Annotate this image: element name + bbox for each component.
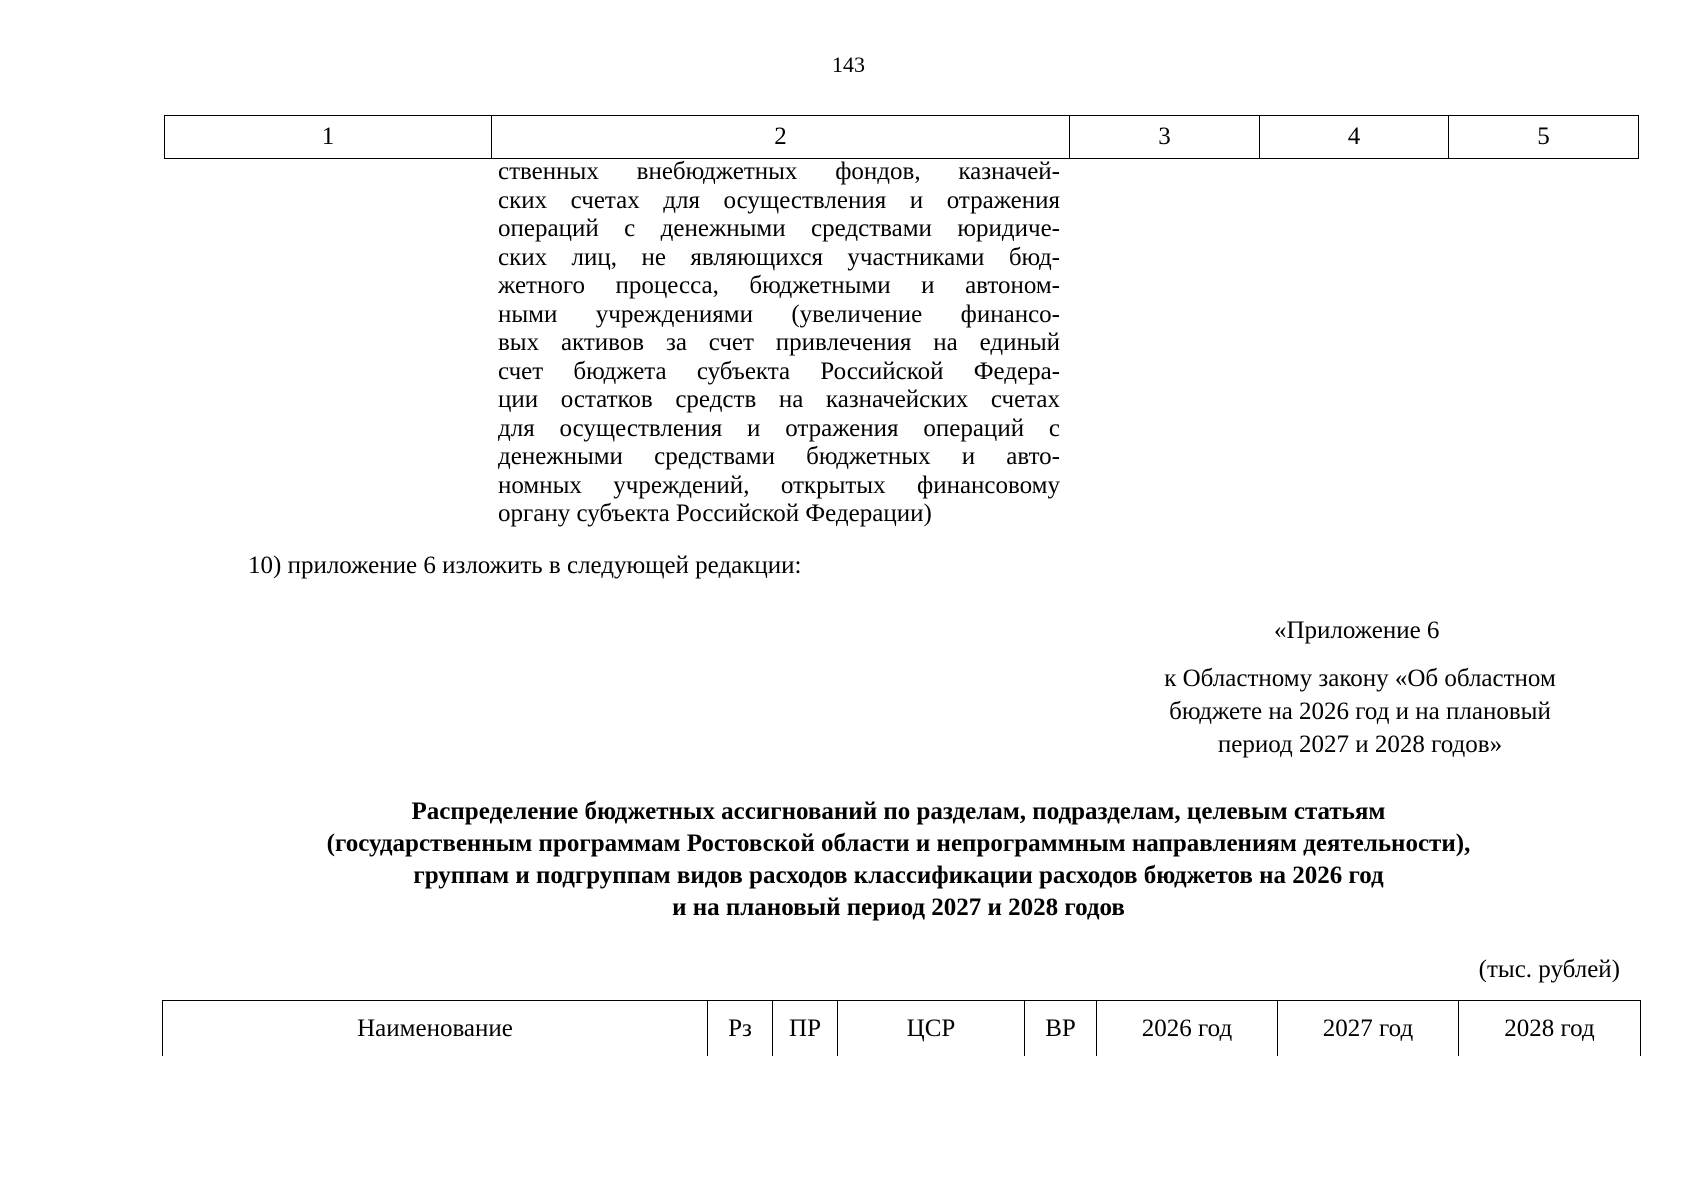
column-header-name: Наименование	[163, 1001, 708, 1057]
text-line: жетного процесса, бюджетными и автоном-	[498, 272, 1060, 299]
column-number-row	[165, 116, 1639, 159]
text-line: денежными средствами бюджетных и авто-	[498, 443, 1060, 470]
appendix-reference-line: период 2027 и 2028 годов»	[1217, 731, 1503, 758]
appendix-reference	[1120, 662, 1600, 761]
appendix-reference-line: к Областному закону «Об областном	[1164, 665, 1556, 692]
continuation-table-header	[164, 115, 1639, 159]
text-line: счет бюджета субъекта Российской Федера-	[498, 357, 1060, 385]
column-header-rz: Рз	[708, 1001, 773, 1057]
column-header-2027: 2027 год	[1278, 1001, 1459, 1057]
continued-row-description	[498, 158, 1060, 529]
text-line: вых активов за счет привлечения на единый	[498, 329, 1060, 356]
column-header-vr: ВР	[1025, 1001, 1097, 1057]
column-number-cell: 1	[165, 116, 492, 159]
column-number-cell: 5	[1449, 116, 1639, 159]
appendix-title: «Приложение 6	[1274, 617, 1440, 644]
text-line: ских счетах для осуществления и отражения	[498, 186, 1060, 214]
column-number-cell: 3	[1070, 116, 1260, 159]
column-number-cell: 2	[492, 116, 1070, 159]
page-number: 143	[832, 52, 865, 77]
text-line: номных учреждений, открытых финансовому	[498, 471, 1060, 499]
document-heading	[150, 796, 1647, 924]
column-header-csr: ЦСР	[838, 1001, 1025, 1057]
text-line: ции остатков средств на казначейских счетах	[498, 386, 1060, 413]
heading-line: (государственным программам Ростовской области и непрограммным направлениям деятельности),	[326, 830, 1471, 857]
column-header-pr: ПР	[773, 1001, 838, 1057]
units-label: (тыс. рублей)	[1478, 956, 1620, 983]
appendix-reference-line: бюджете на 2026 год и на плановый	[1169, 698, 1551, 725]
amendment-instruction: 10) приложение 6 изложить в следующей редакции:	[248, 552, 802, 579]
column-header-2028: 2028 год	[1459, 1001, 1641, 1057]
text-line: операций с денежными средствами юридиче-	[498, 215, 1060, 242]
text-line: ными учреждениями (увеличение финансо-	[498, 300, 1060, 328]
heading-line: Распределение бюджетных ассигнований по разделам, подразделам, целевым статьям	[411, 798, 1386, 825]
heading-line: и на плановый период 2027 и 2028 годов	[672, 894, 1125, 921]
budget-table-header	[162, 1000, 1641, 1056]
text-line: ственных внебюджетных фондов, казначей-	[498, 158, 1060, 185]
heading-line: группам и подгруппам видов расходов классификации расходов бюджетов на 2026 год	[413, 862, 1384, 889]
column-header-2026: 2026 год	[1097, 1001, 1278, 1057]
text-line: органу субъекта Российской Федерации)	[498, 500, 932, 527]
column-number-cell: 4	[1260, 116, 1449, 159]
text-line: ских лиц, не являющихся участниками бюд-	[498, 243, 1060, 271]
text-line: для осуществления и отражения операций с	[498, 414, 1060, 442]
table-header-row	[163, 1001, 1641, 1057]
